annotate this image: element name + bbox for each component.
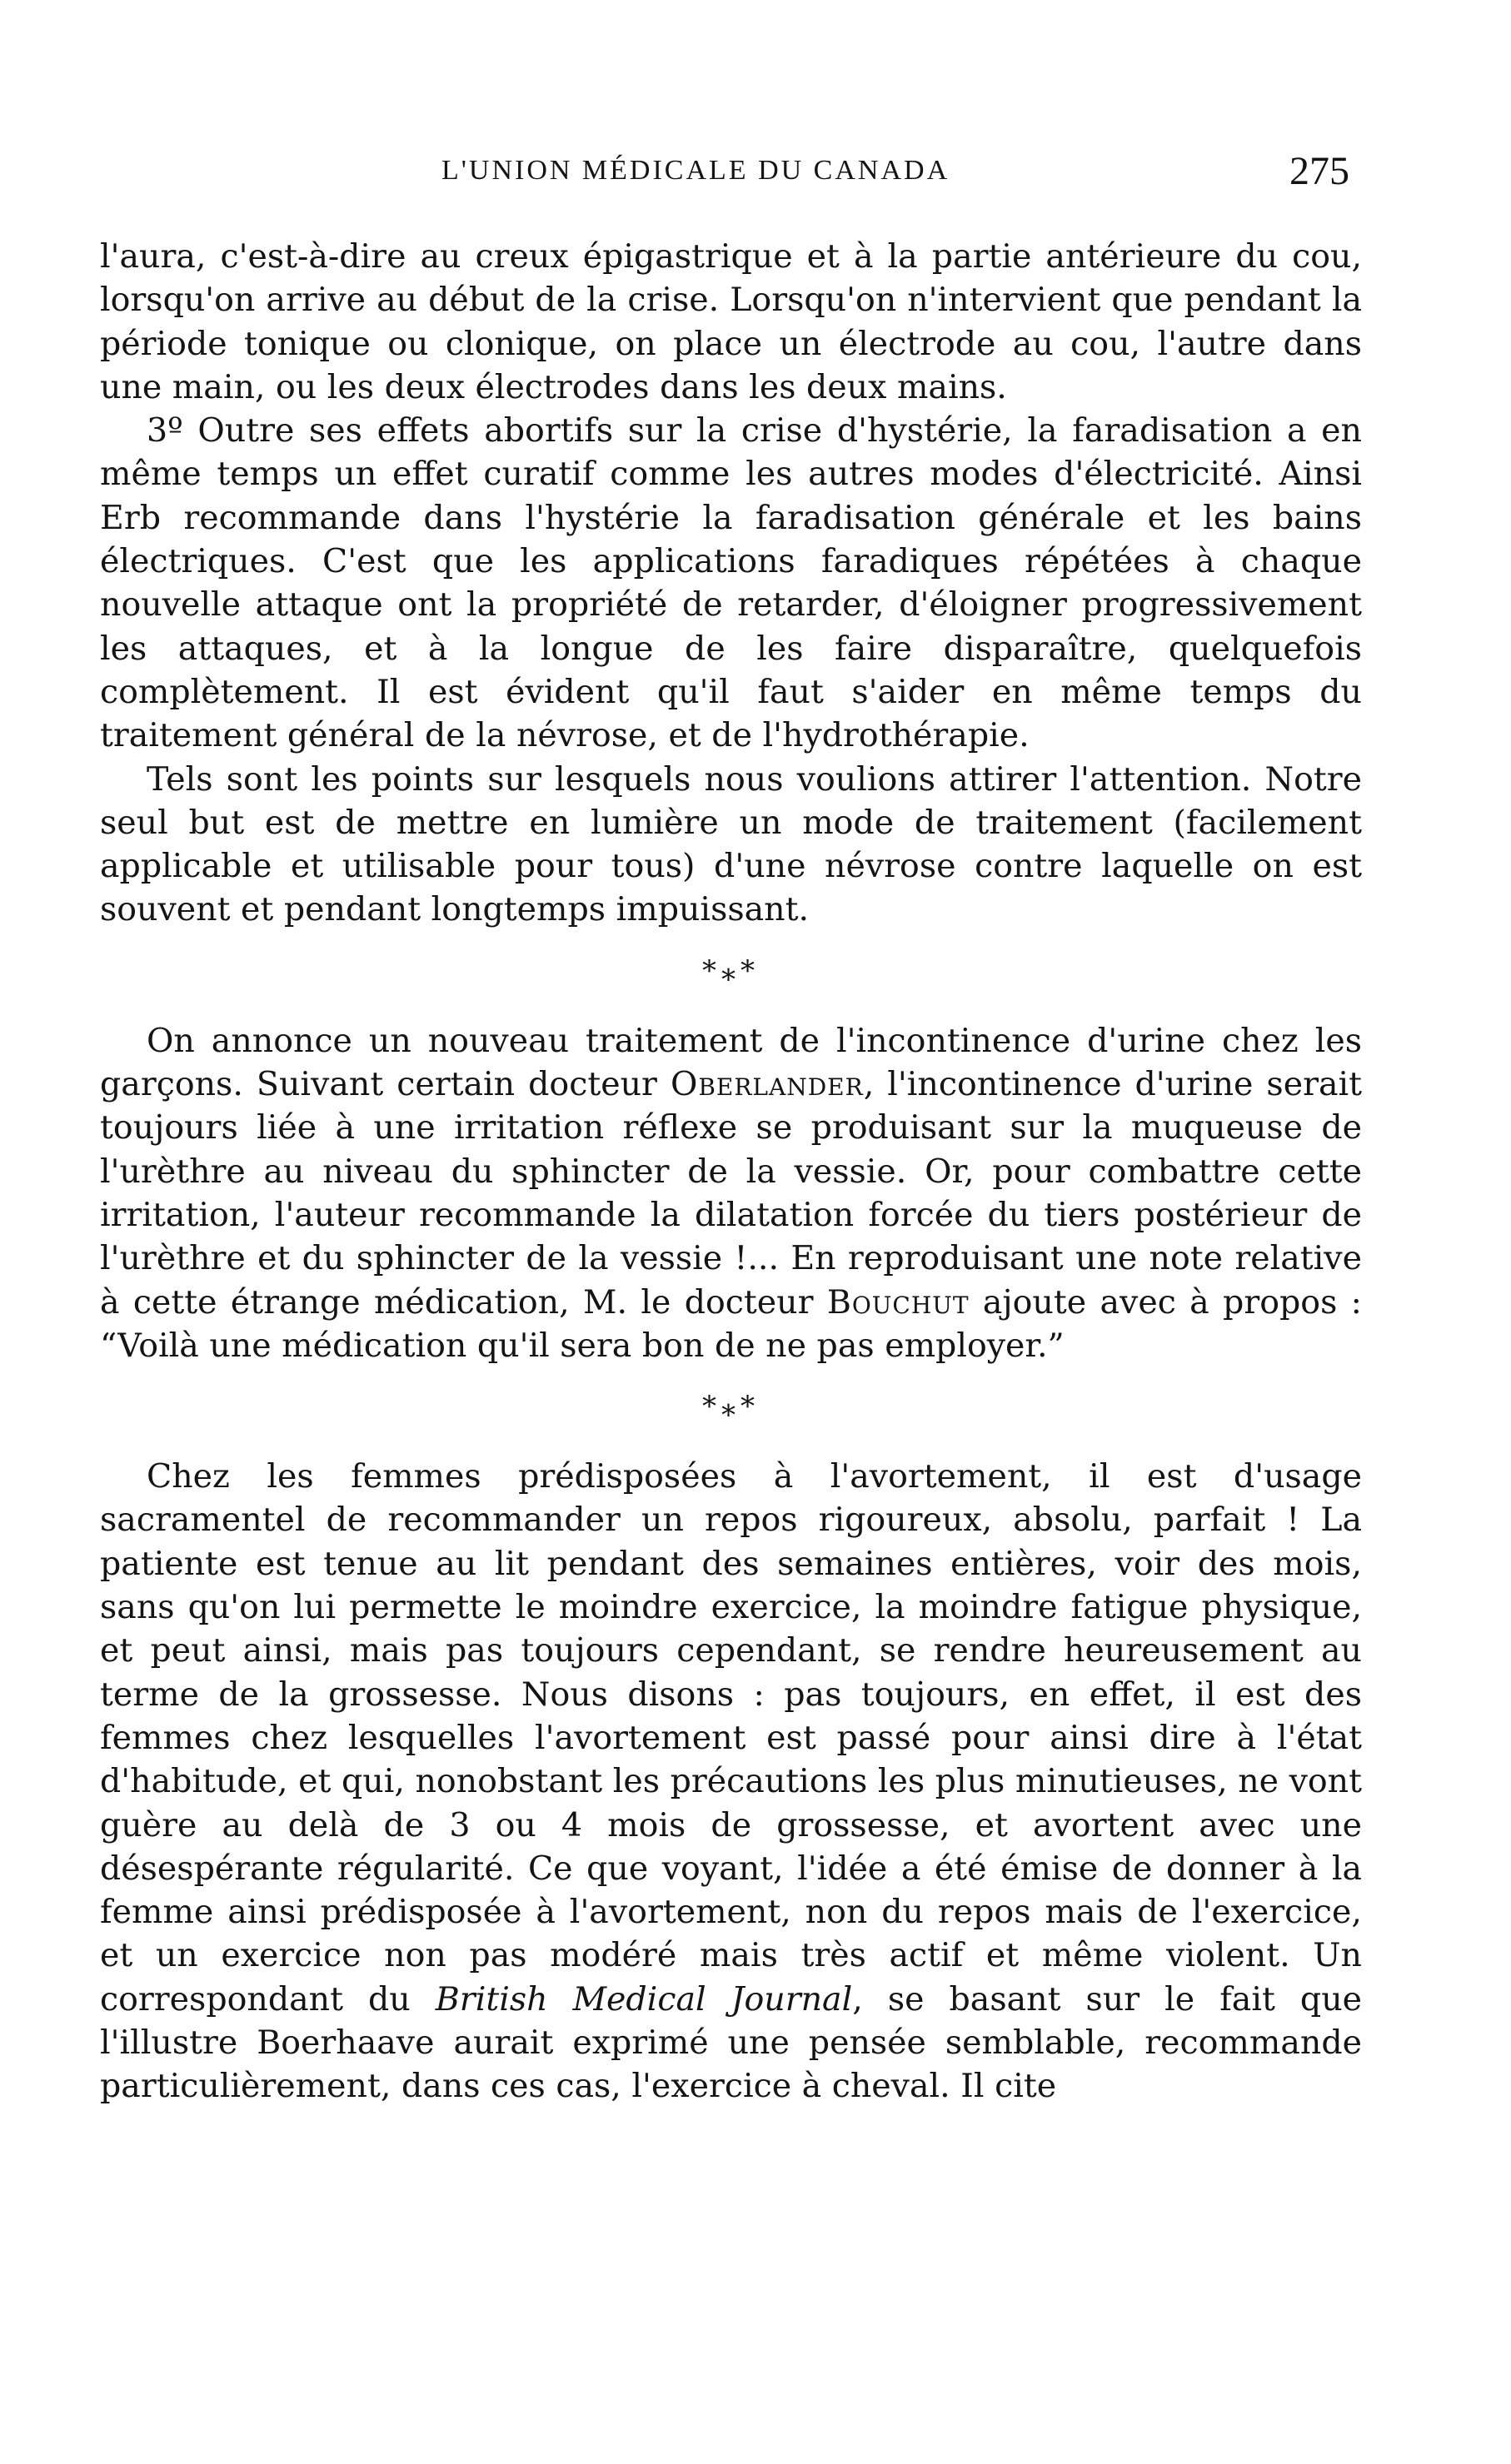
text-run: Chez les femmes prédisposées à l'avortement, il est d'usage sacramentel de recommander un repos rigoureux, absolu, parfait ! La patiente est tenue au lit pendant des semaines entières, voir des mois, sans qu'on lui permette le moindre exercice, la moindre fatigue physique, et peut ainsi, mais pas toujours cependant, se rendre heureusement au terme de la grossesse. Nous disons : pas toujours, en effet, il est des femmes chez lesquelles l'avortement est passé pour ainsi dire à l'état d'habitude, et qui, nonobstant les précautions les plus minutieuses, ne vont guère au delà de 3 ou 4 mois de grossesse, et avortent avec une désespérante régularité. Ce que voyant, l'idée a été émise de donner à la femme ainsi prédisposée à l'avortement, non du repos mais de l'exercice, et un exercice non pas modéré mais très actif et même violent. Un correspondant du [100, 1457, 1362, 2018]
journal-title: British Medical Journal [435, 1979, 853, 2018]
author-name-bouchut: Bouchut [826, 1282, 970, 1322]
running-title: L'UNION MÉDICALE DU CANADA [441, 155, 950, 186]
asterism: *⁎* [702, 953, 760, 988]
paragraph-avortement [100, 1455, 1362, 2108]
text-run: On annonce un nouveau traitement de l'incontinence d'urine chez les garçons. Suivant certain docteur [100, 1021, 1362, 1104]
paragraph-electrodes: l'aura, c'est-à-dire au creux épigastrique et à la partie antérieure du cou, lorsqu'on arrive au début de la crise. Lorsqu'on n'intervient que pendant la période tonique ou clonique, on place un électrode au cou, l'autre dans une main, ou les deux électrodes dans les deux mains. [100, 237, 1362, 406]
text-run: ajoute avec à propos : “Voilà une médication qu'il sera bon de ne pas employer.” [100, 1282, 1362, 1365]
author-name-oberlander: Oberlander [670, 1065, 864, 1104]
body-text [100, 235, 1362, 2108]
running-header [100, 149, 1349, 205]
paragraph-faradisation: 3º Outre ses effets abortifs sur la crise d'hystérie, la faradisation a en même temps un effet curatif comme les autres modes d'électricité. Ainsi Erb recommande dans l'hystérie la faradisation générale et les bains électriques. C'est que les applications faradiques répétées à chaque nouvelle attaque ont la propriété de retarder, d'éloigner progressivement les attaques, et à la longue de les faire disparaître, quelquefois complètement. Il est évident qu'il faut s'aider en même temps du traitement général de la névrose, et de l'hydrothérapie. [100, 411, 1362, 755]
asterism: *⁎* [702, 1390, 760, 1424]
section-separator [100, 1367, 1362, 1455]
paragraph-incontinence [100, 1019, 1362, 1367]
text-run: , se basant sur le fait que l'illustre Boerhaave aurait exprimé une pensée semblable, recommande particulièrement, dans ces cas, l'exercice à cheval. Il cite [100, 1979, 1363, 2106]
page-number: 275 [1289, 149, 1349, 193]
paragraph-conclusion: Tels sont les points sur lesquels nous voulions attirer l'attention. Notre seul but est de mettre en lumière un mode de traitement (facilement applicable et utilisable pour tous) d'une névrose contre laquelle on est souvent et pendant longtemps impuissant. [100, 759, 1362, 929]
section-separator [100, 932, 1362, 1019]
text-run: , l'incontinence d'urine serait toujours liée à une irritation réflexe se produisant sur la muqueuse de l'urèthre au niveau du sphincter de la vessie. Or, pour combattre cette irritation, l'auteur recommande la dilatation forcée du tiers postérieur de l'urèthre et du sphincter de la vessie !... En reproduisant une note relative à cette étrange médication, M. le docteur [100, 1065, 1363, 1322]
